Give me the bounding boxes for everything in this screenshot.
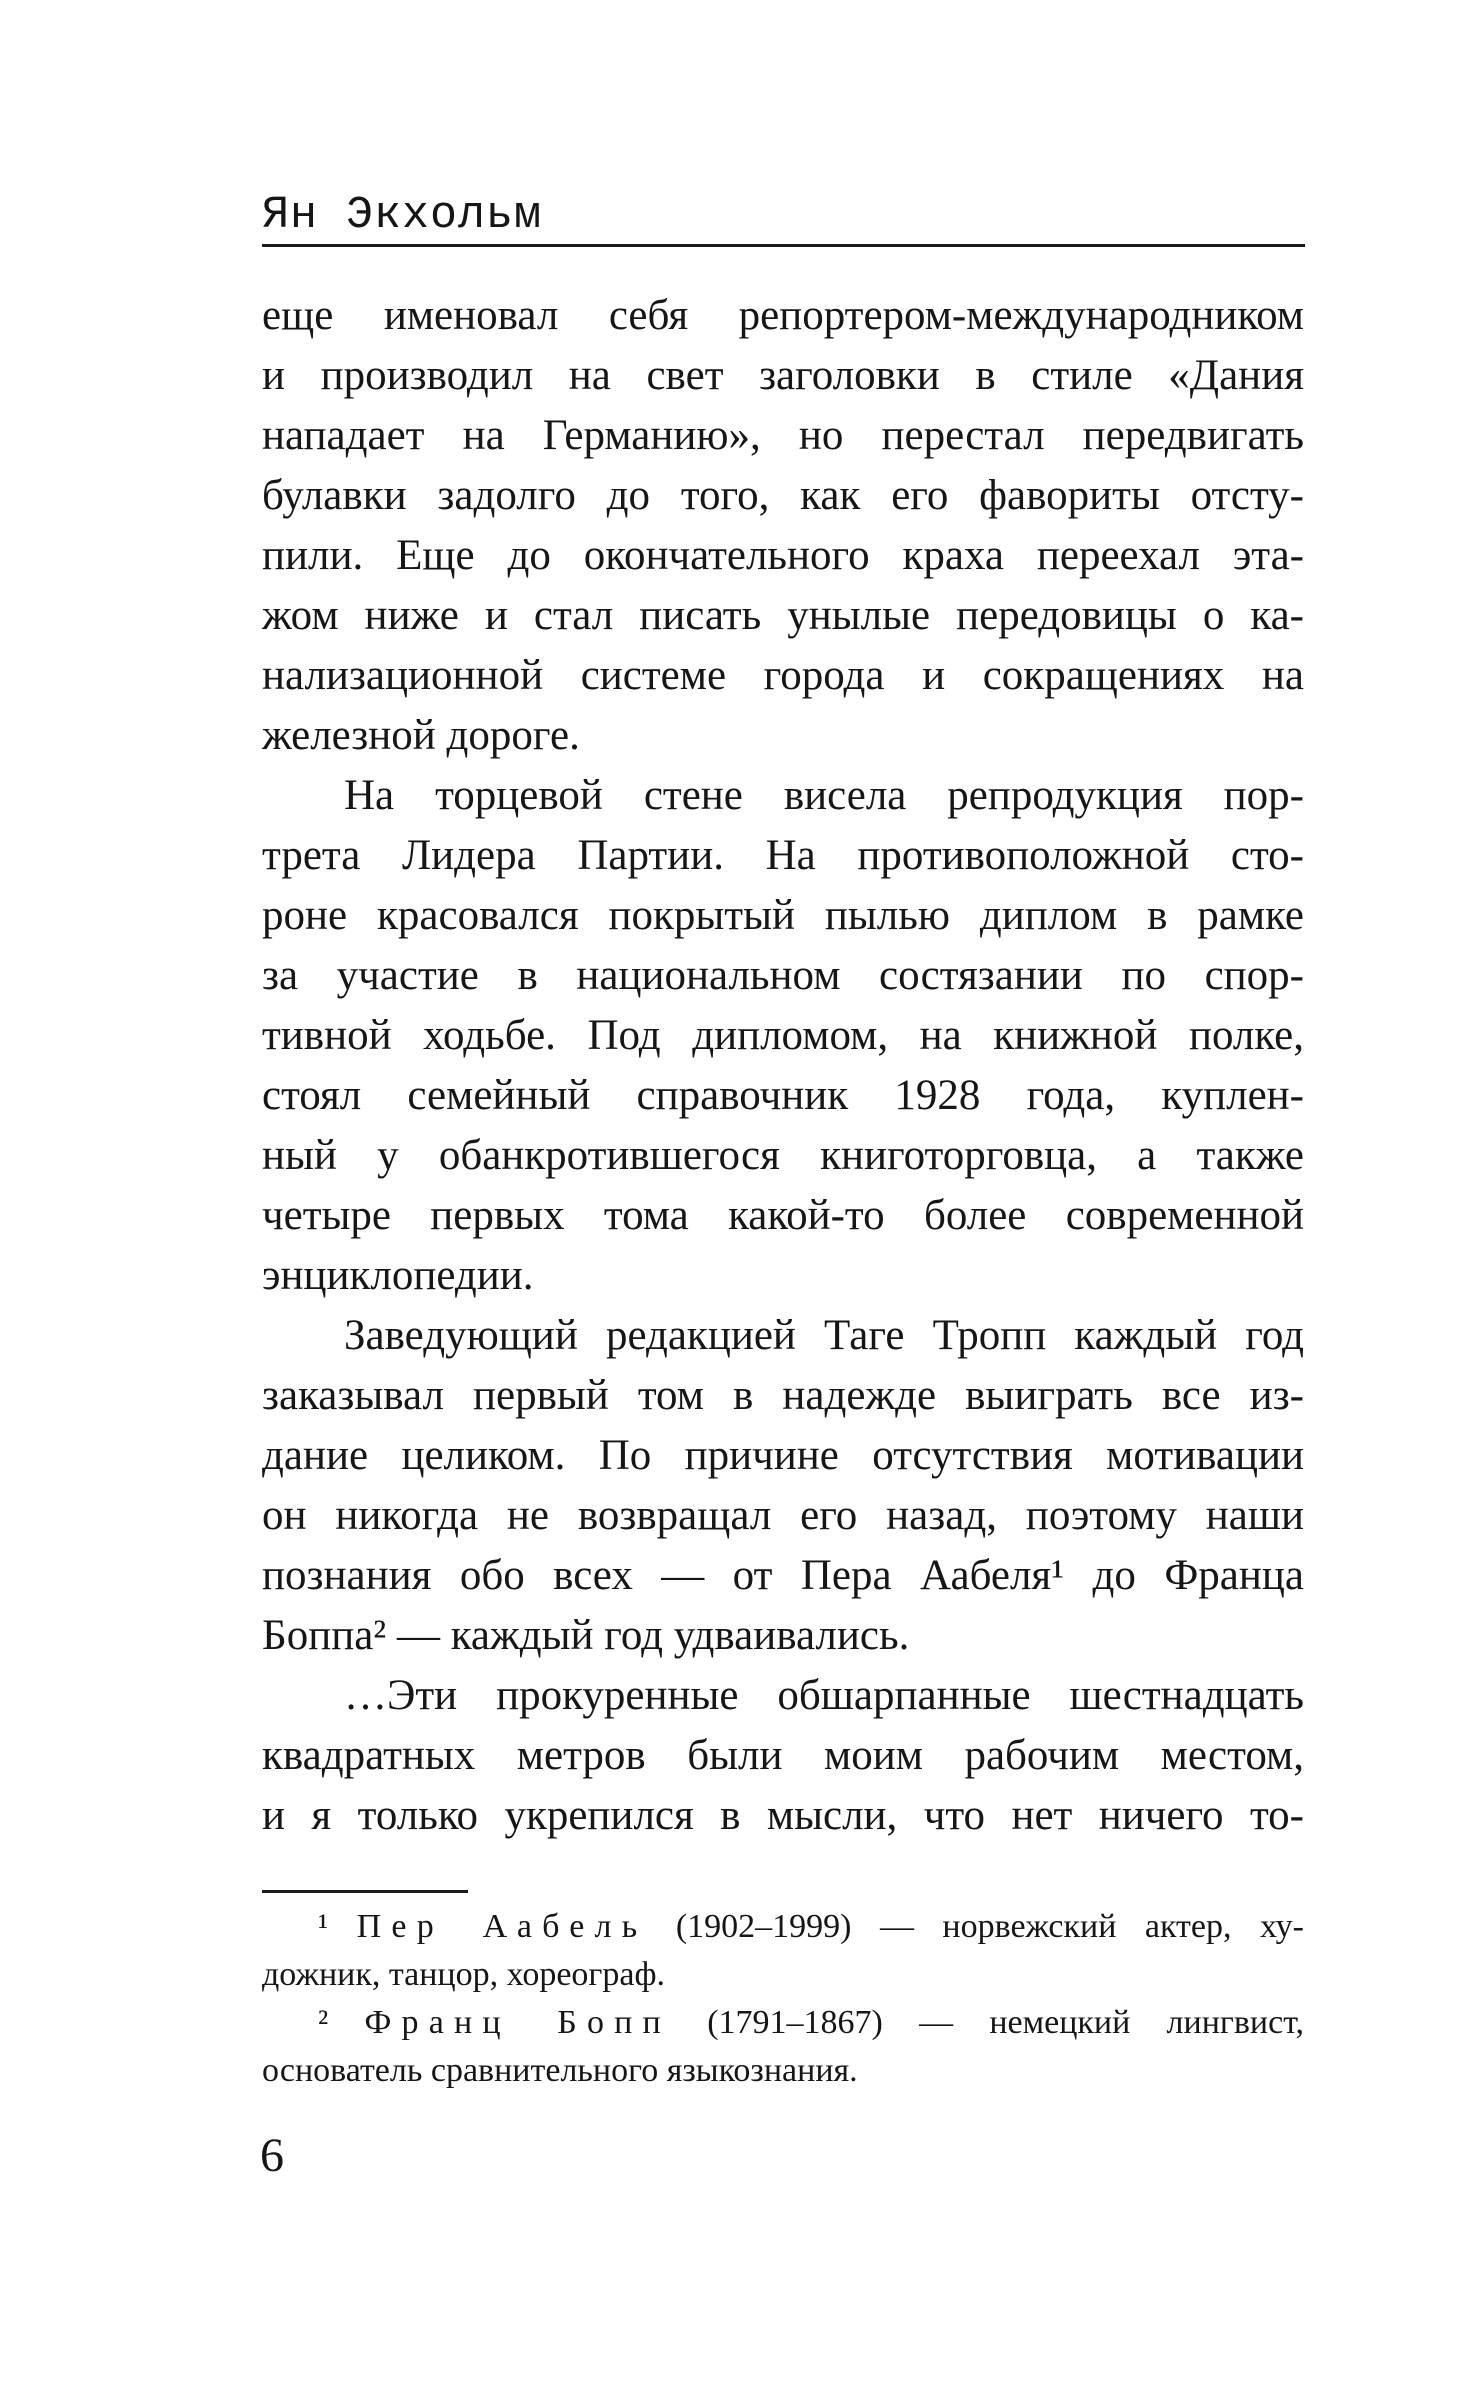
body-line: заказывал первый том в надежде выиграть все из- bbox=[262, 1372, 1304, 1419]
body-line: познания обо всех — от Пера Аабеля¹ до Франца bbox=[262, 1552, 1304, 1599]
body-line: он никогда не возвращал его назад, поэтому наши bbox=[262, 1492, 1304, 1539]
body-line: тивной ходьбе. Под дипломом, на книжной полке, bbox=[262, 1012, 1304, 1059]
body-line: и я только укрепился в мысли, что нет ничего то- bbox=[262, 1792, 1304, 1839]
footnote-line bbox=[262, 1903, 1304, 1951]
footnotes-block bbox=[262, 1903, 1304, 2095]
body-line: Заведующий редакцией Таге Тропп каждый год bbox=[344, 1312, 1304, 1359]
footnote-marker: ² bbox=[318, 2004, 329, 2041]
footnote-line: дожник, танцор, хореограф. bbox=[262, 1956, 665, 1993]
body-line: роне красовался покрытый пылью диплом в рамке bbox=[262, 892, 1304, 939]
footnote-divider-rule bbox=[262, 1890, 468, 1893]
body-line: трета Лидера Партии. На противоположной сто- bbox=[262, 832, 1304, 879]
body-line: нападает на Германию», но перестал передвигать bbox=[262, 412, 1304, 459]
footnote-line bbox=[262, 1999, 1304, 2047]
body-line: …Эти прокуренные обшарпанные шестнадцать bbox=[344, 1672, 1304, 1719]
body-line: еще именовал себя репортером-международником bbox=[262, 292, 1304, 339]
body-line: ный у обанкротившегося книготорговца, а также bbox=[262, 1132, 1304, 1179]
body-line: и производил на свет заголовки в стиле «Дания bbox=[262, 352, 1304, 399]
footnote-line: основатель сравнительного языкознания. bbox=[262, 2052, 858, 2089]
header-rule bbox=[262, 244, 1305, 247]
body-text-block bbox=[262, 286, 1304, 1846]
body-line: пили. Еще до окончательного краха переехал эта- bbox=[262, 532, 1304, 579]
footnote-person-name: Пер Аабель bbox=[356, 1908, 648, 1945]
body-line: стоял семейный справочник 1928 года, куплен- bbox=[262, 1072, 1304, 1119]
page-number: 6 bbox=[260, 2129, 284, 2182]
body-line: дание целиком. По причине отсутствия мотивации bbox=[262, 1432, 1304, 1479]
body-line: за участие в национальном состязании по спор- bbox=[262, 952, 1304, 999]
footnote-marker: ¹ bbox=[318, 1908, 329, 1945]
body-line: Боппа² — каждый год удваивались. bbox=[262, 1612, 910, 1659]
body-line: четыре первых тома какой-то более современной bbox=[262, 1192, 1304, 1239]
body-line: нализационной системе города и сокращениях на bbox=[262, 652, 1304, 699]
body-line: На торцевой стене висела репродукция пор- bbox=[344, 772, 1304, 819]
running-header-author: Ян Экхольм bbox=[262, 190, 543, 241]
footnote-text: (1791–1867) — немецкий лингвист, bbox=[670, 2004, 1304, 2041]
body-line: железной дороге. bbox=[262, 712, 580, 759]
footnote-person-name: Франц Бопп bbox=[364, 2004, 671, 2041]
body-line: жом ниже и стал писать унылые передовицы о ка- bbox=[262, 592, 1304, 639]
footnote-text: (1902–1999) — норвежский актер, ху- bbox=[647, 1908, 1304, 1945]
body-line: квадратных метров были моим рабочим местом, bbox=[262, 1732, 1304, 1779]
body-line: булавки задолго до того, как его фавориты отсту- bbox=[262, 472, 1304, 519]
body-line: энциклопедии. bbox=[262, 1252, 534, 1299]
